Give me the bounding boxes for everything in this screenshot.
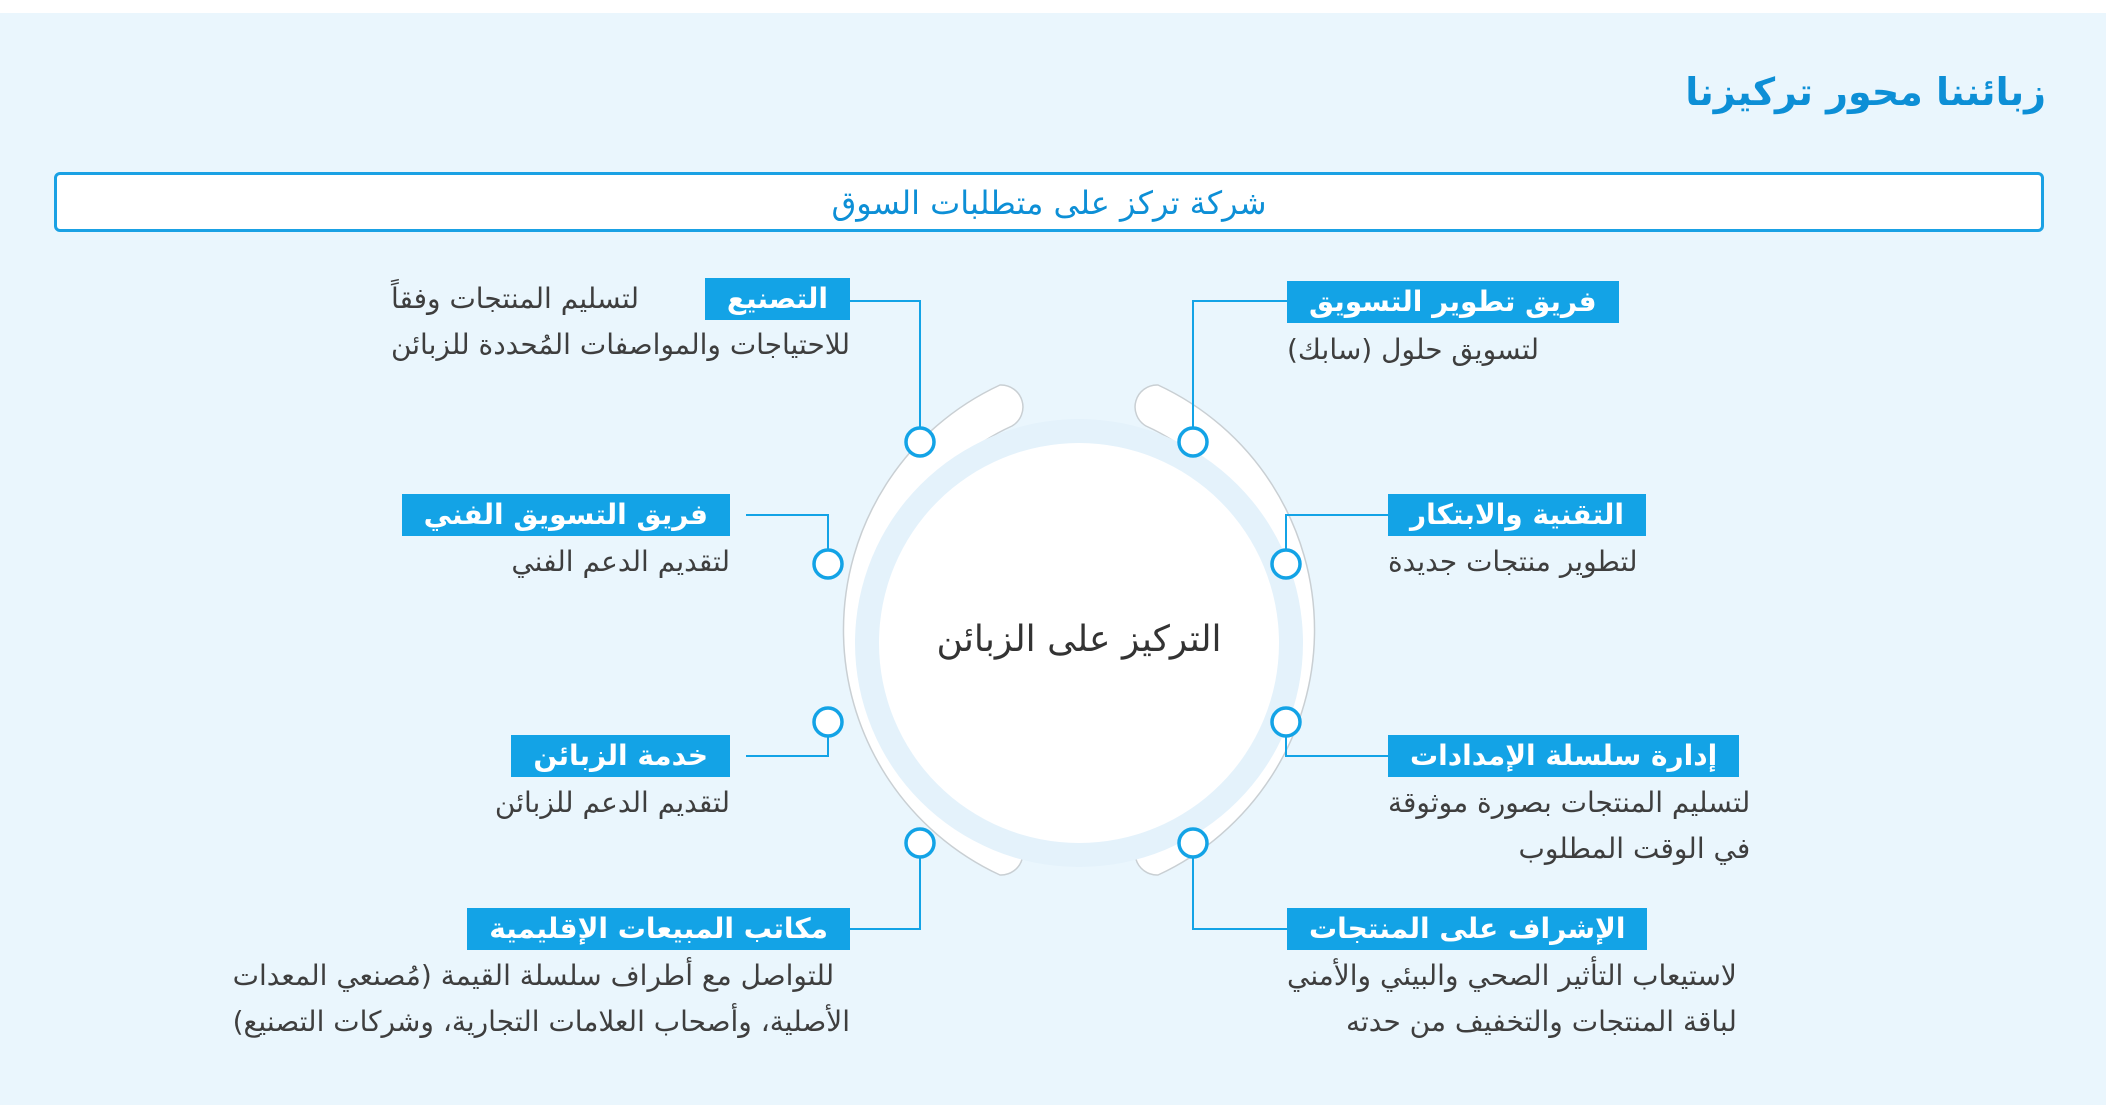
desc-line: لتطوير منتجات جديدة bbox=[1388, 545, 1638, 578]
desc-supply-chain bbox=[1388, 780, 1750, 872]
banner-text: شركة تركز على متطلبات السوق bbox=[831, 184, 1267, 222]
desc-line: للاحتياجات والمواصفات المُحددة للزبائن bbox=[390, 328, 850, 361]
node-right-3 bbox=[1272, 708, 1300, 736]
desc-customer-service bbox=[495, 780, 730, 826]
desc-line: لباقة المنتجات والتخفيف من حدته bbox=[1345, 1005, 1737, 1038]
desc-manufacturing bbox=[391, 276, 850, 368]
label-marketing-development: فريق تطوير التسويق bbox=[1287, 281, 1619, 323]
connector-left-1 bbox=[850, 301, 920, 442]
node-left-4 bbox=[906, 829, 934, 857]
desc-technology-innovation bbox=[1388, 539, 1637, 585]
connector-right-3 bbox=[1286, 722, 1388, 756]
label-customer-service: خدمة الزبائن bbox=[511, 735, 730, 777]
desc-technical-marketing bbox=[511, 539, 730, 585]
desc-regional-sales bbox=[233, 953, 850, 1045]
page-title: زبائننا محور تركيزنا bbox=[1685, 70, 2046, 114]
desc-line: لتسليم المنتجات وفقاً bbox=[390, 282, 640, 315]
node-left-2 bbox=[814, 550, 842, 578]
node-right-1 bbox=[1179, 428, 1207, 456]
label-technology-innovation: التقنية والابتكار bbox=[1388, 494, 1646, 536]
node-right-4 bbox=[1179, 829, 1207, 857]
desc-line: لتسليم المنتجات بصورة موثوقة bbox=[1388, 786, 1751, 819]
desc-line: لتسويق حلول (سابك) bbox=[1287, 333, 1539, 366]
desc-line: لتقديم الدعم الفني bbox=[511, 545, 730, 578]
desc-product-stewardship bbox=[1287, 953, 1737, 1045]
node-right-2 bbox=[1272, 550, 1300, 578]
desc-marketing-development bbox=[1287, 327, 1539, 373]
label-regional-sales: مكاتب المبيعات الإقليمية bbox=[467, 908, 850, 950]
connector-right-4 bbox=[1193, 843, 1287, 929]
connector-left-4 bbox=[850, 843, 920, 929]
desc-line: الأصلية، وأصحاب العلامات التجارية، وشركات التصنيع) bbox=[232, 1005, 850, 1038]
desc-line: لاستيعاب التأثير الصحي والبيئي والأمني bbox=[1287, 959, 1737, 992]
node-left-3 bbox=[814, 708, 842, 736]
label-technical-marketing: فريق التسويق الفني bbox=[402, 494, 730, 536]
desc-line: للتواصل مع أطراف سلسلة القيمة (مُصنعي المعدات bbox=[232, 959, 835, 992]
node-left-1 bbox=[906, 428, 934, 456]
label-product-stewardship: الإشراف على المنتجات bbox=[1287, 908, 1647, 950]
center-label: التركيز على الزبائن bbox=[936, 619, 1222, 660]
desc-line: لتقديم الدعم للزبائن bbox=[494, 786, 730, 819]
desc-line: في الوقت المطلوب bbox=[1518, 832, 1751, 865]
label-manufacturing: التصنيع bbox=[705, 278, 850, 320]
label-supply-chain: إدارة سلسلة الإمدادات bbox=[1388, 735, 1739, 777]
